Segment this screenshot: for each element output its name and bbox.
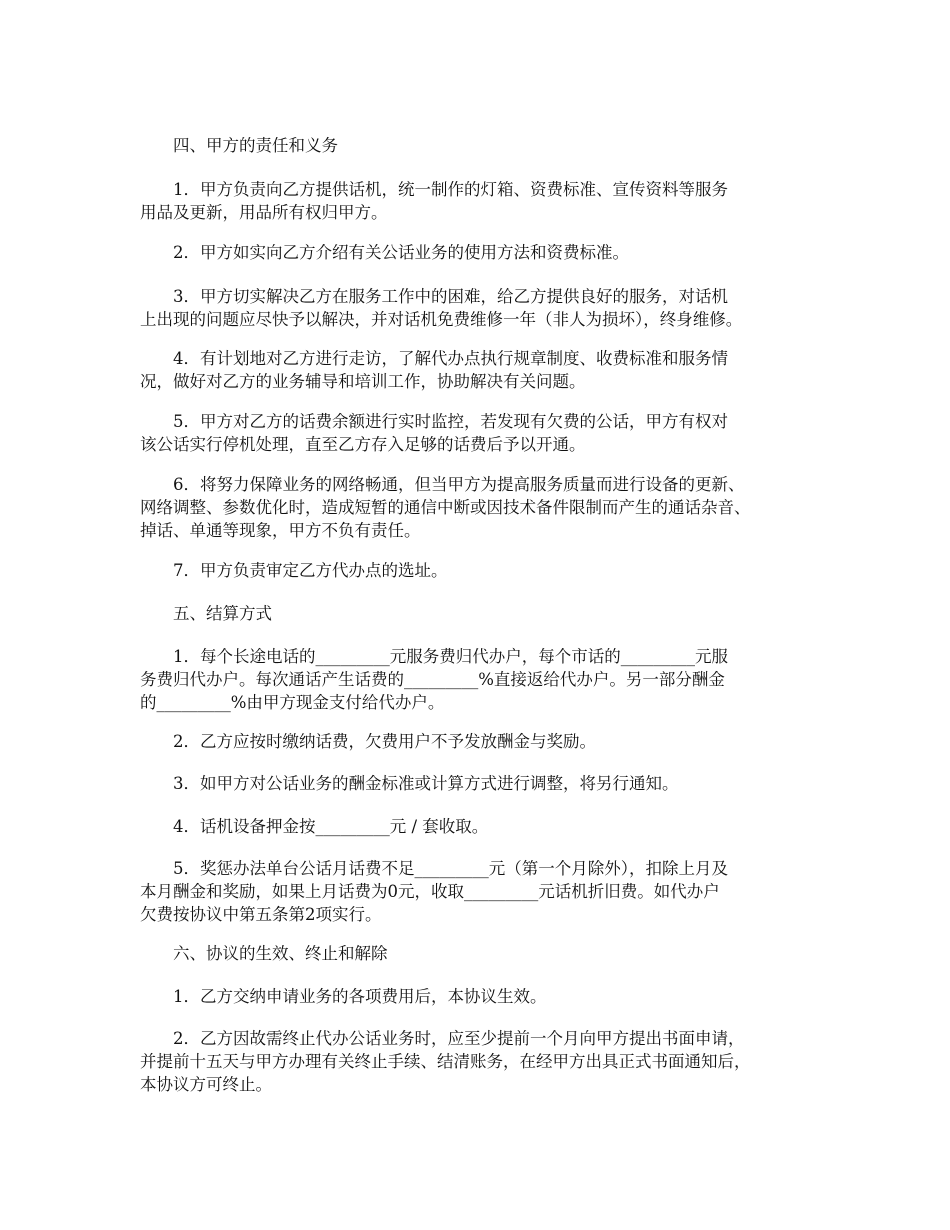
text-line: 2．乙方因故需终止代办公话业务时，应至少提前一个月向甲方提出书面申请，	[173, 1029, 745, 1048]
text-line: 本协议方可终止。	[140, 1075, 272, 1094]
paragraph	[140, 1027, 830, 1096]
text-line: 5．奖惩办法单台公话月话费不足_________元（第一个月除外），扣除上月及	[173, 859, 728, 878]
text-line: 掉话、单通等现象，甲方不负有责任。	[140, 521, 421, 540]
text-line: 欠费按协议中第五条第2项实行。	[140, 905, 382, 924]
text-line: 4．话机设备押金按_________元 / 套收取。	[173, 817, 489, 836]
text-line: 6．将努力保障业务的网络畅通，但当甲方为提高服务质量而进行设备的更新、	[173, 475, 745, 494]
text-line: 4．有计划地对乙方进行走访，了解代办点执行规章制度、收费标准和服务情	[173, 349, 728, 368]
paragraph	[140, 347, 830, 393]
text-line: 3．如甲方对公话业务的酬金标准或计算方式进行调整，将另行通知。	[173, 774, 679, 793]
text-line: 本月酬金和奖励，如果上月话费为0元，收取_________元话机折旧费。如代办户	[140, 882, 720, 901]
text-line: 1．乙方交纳申请业务的各项费用后，本协议生效。	[173, 987, 547, 1006]
paragraph	[140, 178, 830, 224]
text-line: 的_________%由甲方现金支付给代办户。	[140, 693, 445, 712]
paragraph	[140, 772, 830, 795]
section-heading	[140, 942, 830, 965]
text-line: 7．甲方负责审定乙方代办点的选址。	[173, 561, 448, 580]
text-line: 况，做好对乙方的业务辅导和培训工作，协助解决有关问题。	[140, 372, 586, 391]
text-line: 务费归代办户。每次通话产生话费的_________%直接返给代办户。另一部分酬金	[140, 670, 725, 689]
text-line: 1．甲方负责向乙方提供话机，统一制作的灯箱、资费标准、宣传资料等服务	[173, 180, 728, 199]
text-line: 用品及更新，用品所有权归甲方。	[140, 203, 388, 222]
text-line: 四、甲方的责任和义务	[173, 136, 338, 155]
text-line: 网络调整、参数优化时，造成短暂的通信中断或因技术备件限制而产生的通话杂音、	[140, 498, 751, 517]
paragraph	[140, 285, 830, 331]
paragraph	[140, 857, 830, 926]
section-heading	[140, 602, 830, 625]
text-line: 3．甲方切实解决乙方在服务工作中的困难，给乙方提供良好的服务，对话机	[173, 287, 728, 306]
text-line: 并提前十五天与甲方办理有关终止手续、结清账务，在经甲方出具正式书面通知后，	[140, 1052, 751, 1071]
text-line: 五、结算方式	[173, 604, 272, 623]
text-line: 六、协议的生效、终止和解除	[173, 944, 388, 963]
paragraph	[140, 730, 830, 753]
text-line: 5．甲方对乙方的话费余额进行实时监控，若发现有欠费的公话，甲方有权对	[173, 412, 728, 431]
text-line: 1．每个长途电话的_________元服务费归代办户，每个市话的_________元服	[173, 647, 728, 666]
paragraph	[140, 241, 830, 264]
text-line: 该公话实行停机处理，直至乙方存入足够的话费后予以开通。	[140, 435, 586, 454]
paragraph	[140, 410, 830, 456]
text-line: 2．甲方如实向乙方介绍有关公话业务的使用方法和资费标准。	[173, 243, 629, 262]
paragraph	[140, 559, 830, 582]
paragraph	[140, 815, 830, 838]
text-line: 2．乙方应按时缴纳话费，欠费用户不予发放酬金与奖励。	[173, 732, 596, 751]
paragraph	[140, 645, 830, 714]
paragraph	[140, 473, 830, 542]
paragraph	[140, 985, 830, 1008]
text-line: 上出现的问题应尽快予以解决，并对话机免费维修一年（非人为损坏），终身维修。	[140, 310, 743, 329]
section-heading	[140, 134, 830, 157]
